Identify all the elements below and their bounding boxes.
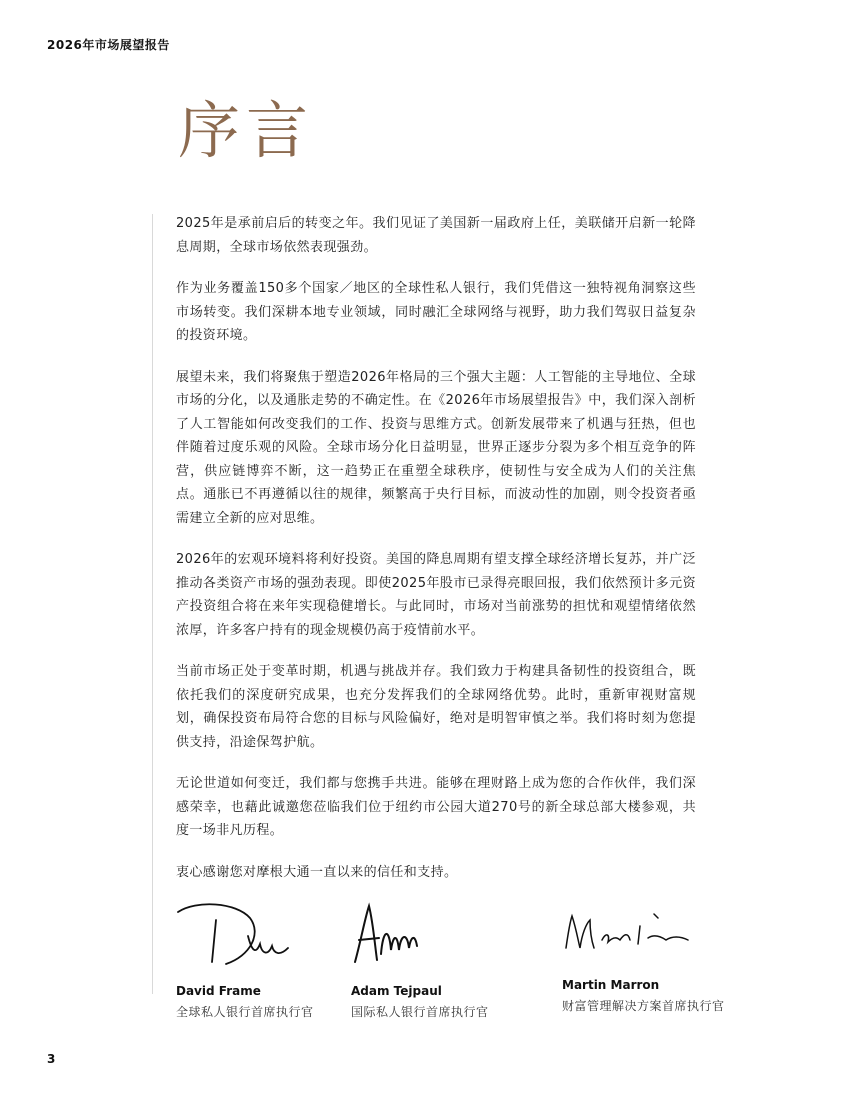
- signatory-name: David Frame: [176, 984, 261, 998]
- page-number: 3: [47, 1052, 56, 1066]
- signatory-name: Adam Tejpaul: [351, 984, 442, 998]
- signatory-2: [351, 900, 489, 1020]
- signatory-title: 国际私人银行首席执行官: [351, 1005, 489, 1019]
- paragraph-6: 无论世道如何变迁，我们都与您携手共进。能够在理财路上成为您的合作伙伴，我们深感荣幸，也藉此诚邀您莅临我们位于纽约市公园大道270号的新全球总部大楼参观，共度一场非凡历程。: [176, 776, 696, 838]
- paragraph-3: 展望未来，我们将聚焦于塑造2026年格局的三个强大主题：人工智能的主导地位、全球市场的分化，以及通胀走势的不确定性。在《2026年市场展望报告》中，我们深入剖析了人工智能如何改变我们的工作、投资与思维方式。创新发展带来了机遇与狂热，但也伴随着过度乐观的风险。全球市场分化日益明显，世界正逐步分裂为多个相互竞争的阵营，供应链博弈不断，这一趋势正在重塑全球秩序，使韧性与安全成为人们的关注焦点。通胀已不再遵循以往的规律，频繁高于央行目标，而波动性的加剧，则令投资者亟需建立全新的应对思维。: [176, 369, 696, 526]
- signatory-name: Martin Marron: [562, 978, 660, 992]
- paragraph-2: 作为业务覆盖150多个国家／地区的全球性私人银行，我们凭借这一独特视角洞察这些市场转变。我们深耕本地专业领域，同时融汇全球网络与视野，助力我们驾驭日益复杂的投资环境。: [176, 281, 696, 343]
- paragraph-7: 衷心感谢您对摩根大通一直以来的信任和支持。: [176, 864, 458, 880]
- signatory-title: 财富管理解决方案首席执行官: [562, 999, 725, 1013]
- signatory-3: [562, 900, 725, 1014]
- paragraph-5: 当前市场正处于变革时期，机遇与挑战并存。我们致力于构建具备韧性的投资组合，既依托我们的深度研究成果，也充分发挥我们的全球网络优势。此时，重新审视财富规划，确保投资布局符合您的目标与风险偏好，绝对是明智审慎之举。我们将时刻为您提供支持，沿途保驾护航。: [176, 664, 696, 750]
- page-title: 序言: [178, 94, 315, 167]
- letter-body: [176, 212, 696, 902]
- signature-martin-marron: [562, 900, 712, 972]
- paragraph-1: 2025年是承前启后的转变之年。我们见证了美国新一届政府上任，美联储开启新一轮降息周期，全球市场依然表现强劲。: [176, 216, 696, 255]
- signatory-1: [176, 900, 314, 1020]
- paragraph-4: 2026年的宏观环境料将利好投资。美国的降息周期有望支撑全球经济增长复苏，并广泛推动各类资产市场的强劲表现。即使2025年股市已录得亮眼回报，我们依然预计多元资产投资组合将在来年实现稳健增长。与此同时，市场对当前涨势的担忧和观望情绪依然浓厚，许多客户持有的现金规模仍高于疫情前水平。: [176, 552, 696, 638]
- vertical-rule: [152, 214, 153, 994]
- report-header-title: 2026年市场展望报告: [47, 38, 170, 52]
- signature-david-frame: [176, 900, 296, 978]
- signatory-title: 全球私人银行首席执行官: [176, 1005, 314, 1019]
- signature-adam-tejpaul: [351, 900, 471, 978]
